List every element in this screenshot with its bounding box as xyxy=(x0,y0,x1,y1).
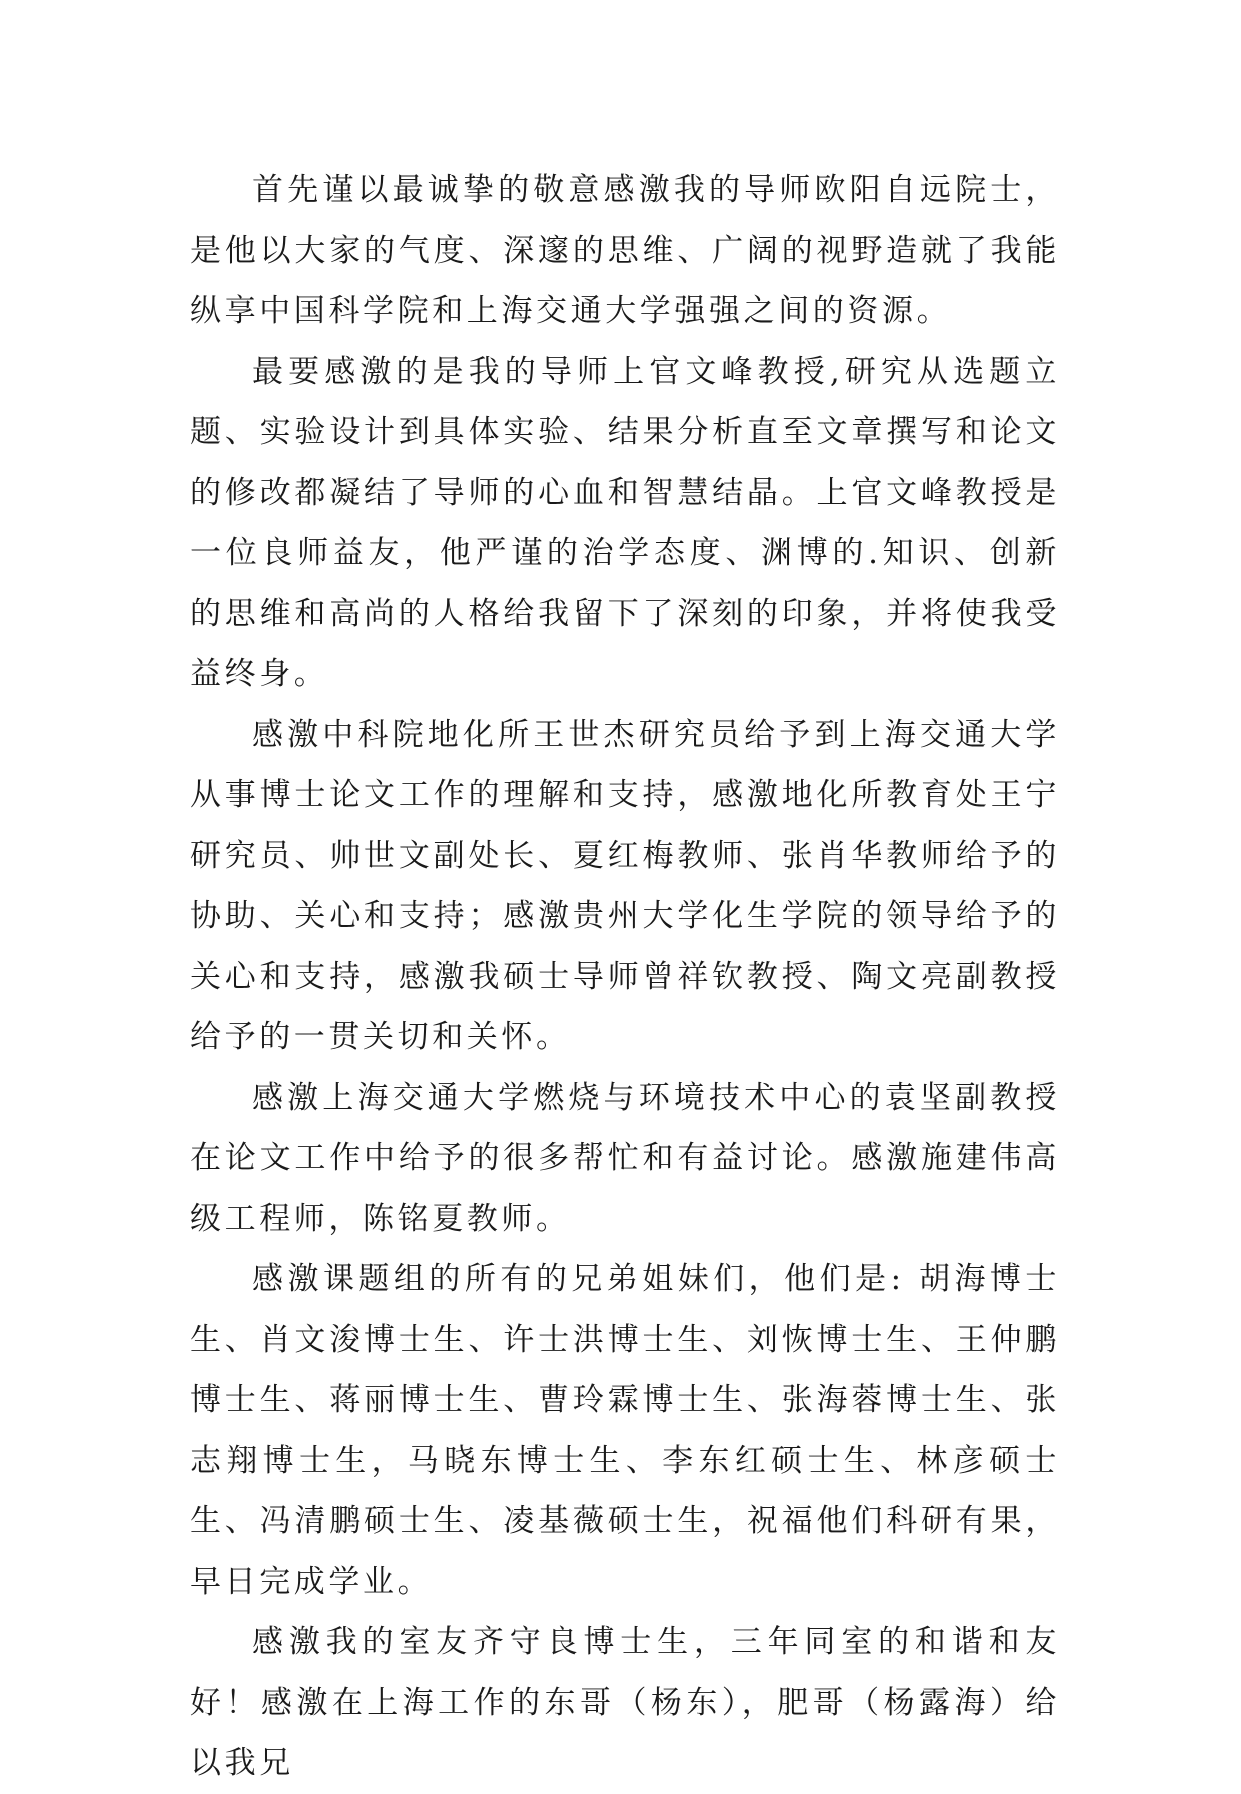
document-body xyxy=(190,160,1060,1794)
paragraph-advisor-ouyang: 首先谨以最诚挚的敬意感激我的导师欧阳自远院士，是他以大家的气度、深邃的思维、广阔的视野造就了我能纵享中国科学院和上海交通大学强强之间的资源。 xyxy=(190,172,1060,329)
paragraph-roommate: 感激我的室友齐守良博士生，三年同室的和谐和友好！感激在上海工作的东哥（杨东），肥哥（杨露海）给以我兄 xyxy=(190,1624,1060,1781)
paragraph-advisor-shangguan: 最要感激的是我的导师上官文峰教授,研究从选题立题、实验设计到具体实验、结果分析直至文章撰写和论文的修改都凝结了导师的心血和智慧结晶。上官文峰教授是一位良师益友，他严谨的治学态度、渊博的.知识、创新的思维和高尚的人格给我留下了深刻的印象，并将使我受益终身。 xyxy=(190,353,1060,692)
paragraph-institute-support: 感激中科院地化所王世杰研究员给予到上海交通大学从事博士论文工作的理解和支持，感激地化所教育处王宁研究员、帅世文副处长、夏红梅教师、张肖华教师给予的协助、关心和支持；感激贵州大学化生学院的领导给予的关心和支持，感激我硕士导师曾祥钦教授、陶文亮副教授给予的一贯关切和关怀。 xyxy=(190,716,1060,1055)
paragraph-research-group: 感激课题组的所有的兄弟姐妹们，他们是: 胡海博士生、肖文浚博士生、许士洪博士生、刘恢博士生、王仲鹏博士生、蒋丽博士生、曹玲霖博士生、张海蓉博士生、张志翔博士生，马晓东博士生、李东红硕士生、林彦硕士生、冯清鹏硕士生、凌基薇硕士生，祝福他们科研有果，早日完成学业。 xyxy=(190,1261,1060,1600)
paragraph-combustion-center: 感激上海交通大学燃烧与环境技术中心的袁坚副教授在论文工作中给予的很多帮忙和有益讨论。感激施建伟高级工程师，陈铭夏教师。 xyxy=(190,1079,1060,1237)
